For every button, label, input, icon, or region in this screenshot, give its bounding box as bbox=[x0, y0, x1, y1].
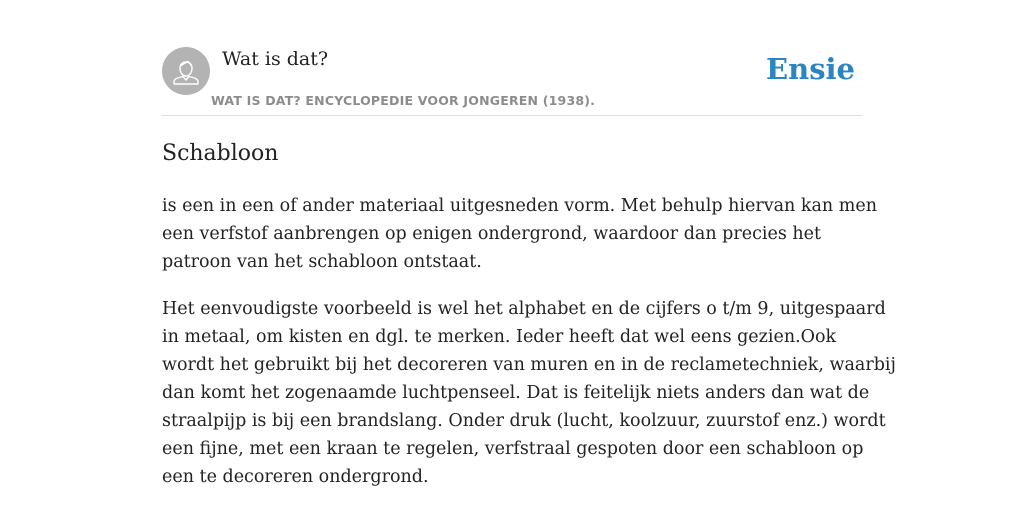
text-line: een verfstof aanbrengen op enigen ondergrond, waardoor dan precies het bbox=[162, 224, 822, 244]
text-line: een fijne, met een kraan te regelen, verfstraal gespoten door een schabloon op bbox=[162, 439, 864, 459]
text-line: dan komt het zogenaamde luchtpenseel. Dat is feitelijk niets anders dan wat de bbox=[162, 383, 870, 403]
source-title[interactable]: Wat is dat? bbox=[222, 48, 329, 70]
brand-logo[interactable]: Ensie bbox=[766, 52, 855, 86]
article-paragraph-2 bbox=[162, 295, 896, 491]
text-line: straalpijp is bij een brandslang. Onder druk (lucht, koolzuur, zuurstof enz.) wordt bbox=[162, 411, 886, 431]
text-line: Het eenvoudigste voorbeeld is wel het alphabet en de cijfers o t/m 9, uitgespaard bbox=[162, 299, 886, 319]
article-body bbox=[162, 192, 896, 510]
term-title: Schabloon bbox=[162, 141, 279, 166]
user-icon bbox=[162, 47, 210, 95]
article-paragraph-1 bbox=[162, 192, 877, 276]
text-line: in metaal, om kisten en dgl. te merken. Ieder heeft dat wel eens gezien.Ook bbox=[162, 327, 837, 347]
source-subtitle: WAT IS DAT? ENCYCLOPEDIE VOOR JONGEREN (1938). bbox=[211, 93, 596, 108]
header-divider bbox=[162, 115, 862, 116]
text-line: is een in een of ander materiaal uitgesneden vorm. Met behulp hiervan kan men bbox=[162, 196, 877, 216]
text-line: wordt het gebruikt bij het decoreren van muren en in de reclametechniek, waarbij bbox=[162, 355, 896, 375]
avatar[interactable] bbox=[162, 47, 210, 95]
text-line: patroon van het schabloon ontstaat. bbox=[162, 252, 482, 272]
text-line: een te decoreren ondergrond. bbox=[162, 467, 429, 487]
